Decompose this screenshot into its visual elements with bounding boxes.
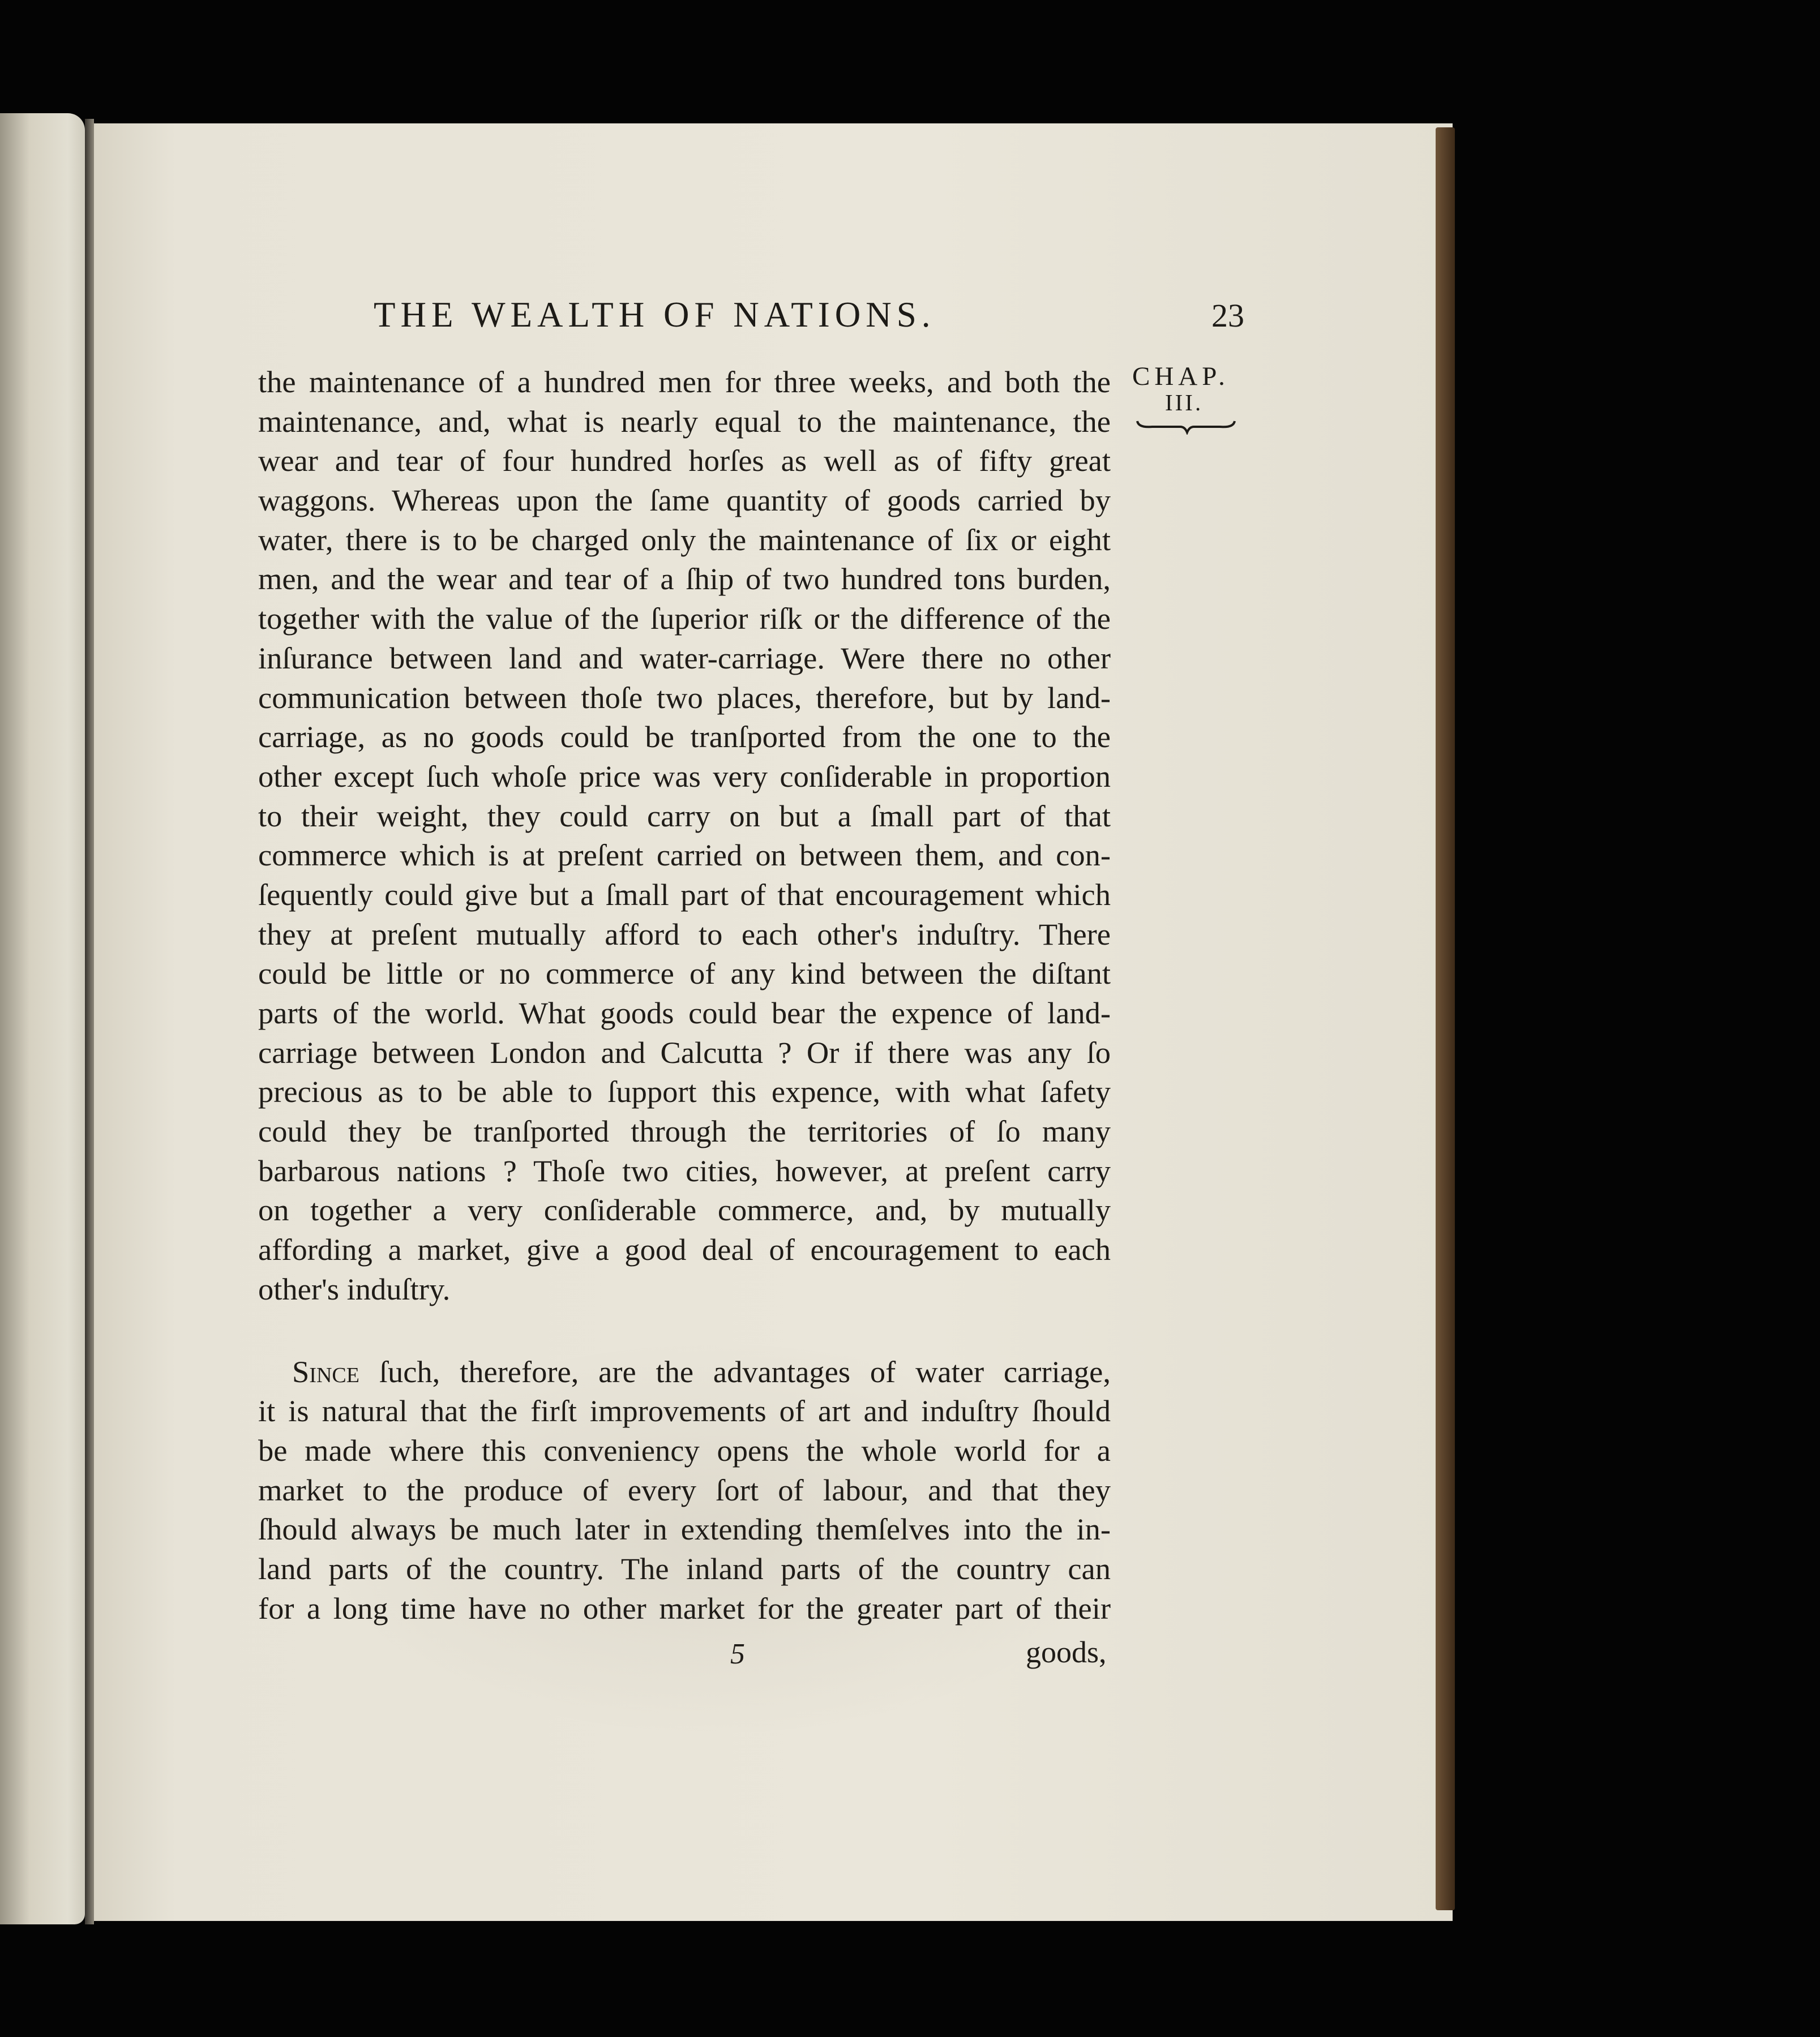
chapter-brace-ornament [1135,418,1237,435]
text-line: men, and the wear and tear of a ſhip of two hundred tons burden, [258,561,1111,597]
text-line: precious as to be able to ſupport this expence, with what ſafety [258,1074,1111,1109]
text-line: it is natural that the firſt improvements of art and induſtry ſhould [258,1393,1111,1429]
page-number: 23 [1211,297,1244,334]
text-line: ſequently could give but a ſmall part of that encouragement which [258,877,1111,912]
text-line: other's induſtry. [258,1271,451,1306]
text-line: be made where this conveniency opens the whole world for a [258,1433,1111,1468]
text-line: maintenance, and, what is nearly equal to the maintenance, the [258,404,1111,439]
text-line: ſhould always be much later in extending themſelves into the in- [258,1512,1111,1547]
text-line: market to the produce of every ſort of labour, and that they [258,1472,1111,1507]
text-line: wear and tear of four hundred horſes as well as of fifty great [258,443,1111,478]
paragraph-opening-rest: ſuch, therefore, are the advantages of water carriage, [379,1354,1111,1389]
text-line: could they be tranſported through the territories of ſo many [258,1114,1111,1149]
gutter-shadow [85,119,94,1924]
text-line: they at preſent mutually afford to each other's induſtry. There [258,916,1111,951]
book-cover-edge [1436,127,1455,1910]
text-line: the maintenance of a hundred men for three weeks, and both the [258,364,1111,399]
text-line: land parts of the country. The inland parts of the country can [258,1551,1111,1586]
text-line: carriage, as no goods could be tranſported from the one to the [258,719,1111,754]
text-line: barbarous nations ? Thoſe two cities, however, at preſent carry [258,1153,1111,1188]
text-line: to their weight, they could carry on but a ſmall part of that [258,798,1111,833]
chapter-margin-number: III. [1165,389,1204,415]
chapter-margin-label: CHAP. [1132,362,1230,391]
paragraph-opening-line [258,1352,1111,1392]
text-line: affording a market, give a good deal of encouragement to each [258,1232,1111,1267]
paragraph-gap [258,1309,1111,1352]
text-line: together with the value of the ſuperior riſk or the difference of the [258,601,1111,636]
text-line: for a long time have no other market for the greater part of their [258,1590,1111,1626]
text-line: parts of the world. What goods could bear the expence of land- [258,996,1111,1030]
text-line: other except ſuch whoſe price was very conſiderable in proportion [258,758,1111,794]
text-line: could be little or no commerce of any kind between the diſtant [258,956,1111,991]
text-line: waggons. Whereas upon the ſame quantity of goods carried by [258,483,1111,518]
catchword: goods, [1026,1635,1107,1669]
text-line: carriage between London and Calcutta ? Or if there was any ſo [258,1035,1111,1070]
text-line: inſurance between land and water-carriage. Were there no other [258,640,1111,675]
text-line: communication between thoſe two places, therefore, but by land- [258,680,1111,715]
left-page-edge [0,113,85,1924]
body-text [258,362,1111,1628]
text-line: commerce which is at preſent carried on between them, and con- [258,838,1111,873]
paragraph-opening-word: Since [292,1354,359,1389]
text-line: on together a very conſiderable commerce, and, by mutually [258,1193,1111,1228]
running-title: THE WEALTH OF NATIONS. [374,295,936,335]
text-line: water, there is to be charged only the maintenance of ſix or eight [258,522,1111,557]
signature-mark: 5 [730,1638,745,1670]
